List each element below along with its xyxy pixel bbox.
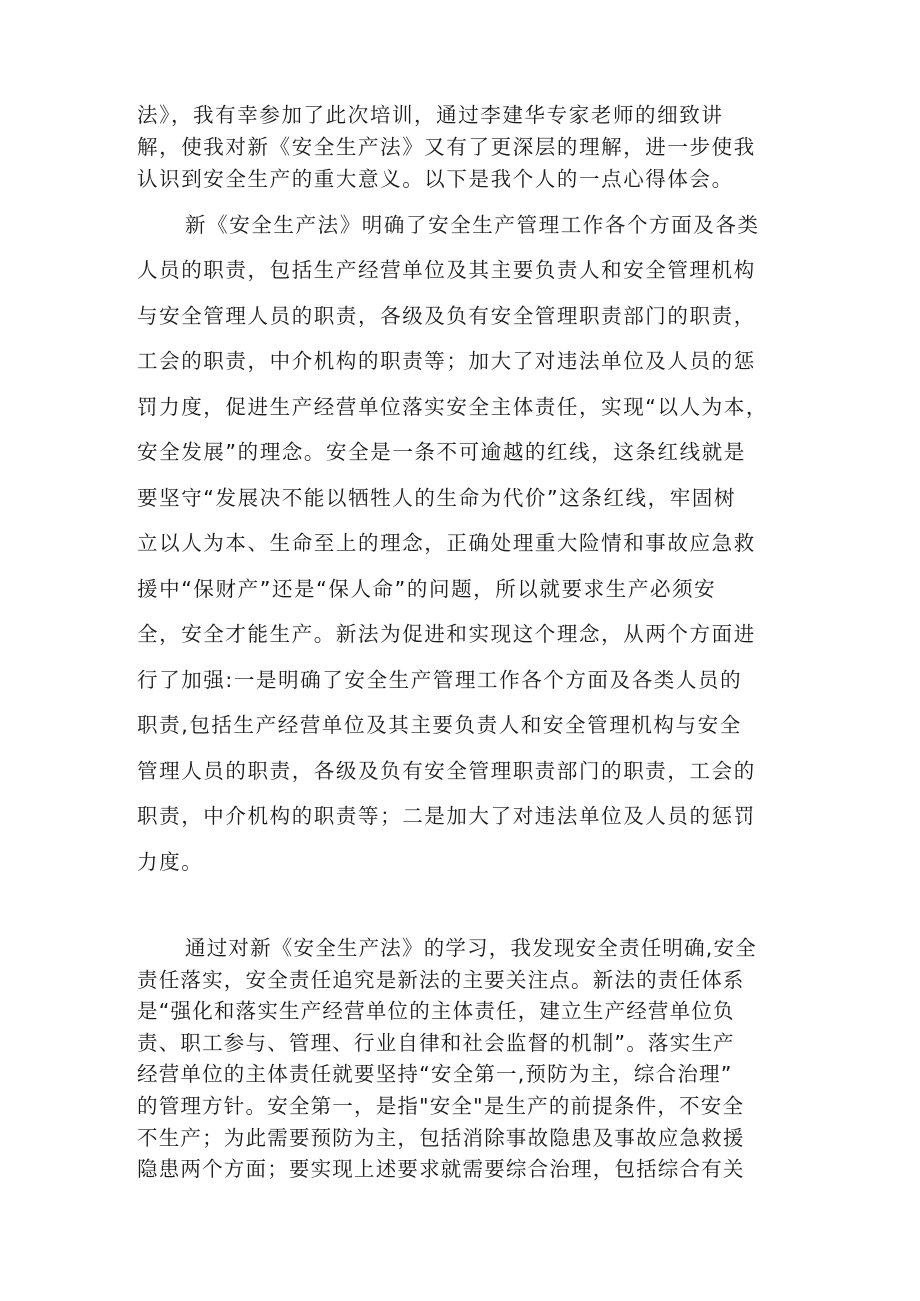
text-line: 职责，中介机构的职责等；二是加大了对违法单位及人员的惩罚 bbox=[137, 804, 756, 828]
text-line: 隐患两个方面；要实现上述要求就需要综合治理，包括综合有关 bbox=[137, 1157, 745, 1181]
text-line: 安全发展”的理念。安全是一条不可逾越的红线，这条红线就是 bbox=[137, 440, 746, 464]
text-line: 是“强化和落实生产经营单位的主体责任，建立生产经营单位负 bbox=[137, 999, 735, 1023]
text-line: 责任落实，安全责任追究是新法的主要关注点。新法的责任体系 bbox=[137, 968, 745, 992]
text-line: 行了加强:一是明确了安全生产管理工作各个方面及各类人员的 bbox=[137, 668, 743, 692]
text-line: 责、职工参与、管理、行业自律和社会监督的机制”。落实生产 bbox=[137, 1031, 735, 1055]
text-line: 立以人为本、生命至上的理念，正确处理重大险情和事故应急救 bbox=[137, 531, 756, 555]
paragraph-first-line: 通过对新《安全生产法》的学习，我发现安全责任明确,安全 bbox=[185, 936, 757, 960]
text-line: 力度。 bbox=[137, 850, 204, 874]
text-line: 职责,包括生产经营单位及其主要负责人和安全管理机构与安全 bbox=[137, 713, 742, 737]
text-line: 的管理方针。安全第一，是指"安全"是生产的前提条件，不安全 bbox=[137, 1094, 745, 1118]
text-line: 全，安全才能生产。新法为促进和实现这个理念，从两个方面进 bbox=[137, 622, 756, 646]
text-line: 解，使我对新《安全生产法》又有了更深层的理解，进一步使我 bbox=[137, 135, 756, 159]
text-line: 援中“保财产”还是“保人命”的问题，所以就要求生产必须安 bbox=[137, 577, 717, 601]
text-line: 罚力度，促进生产经营单位落实安全主体责任，实现“以人为本， bbox=[137, 395, 769, 419]
text-line: 认识到安全生产的重大意义。以下是我个人的一点心得体会。 bbox=[137, 167, 734, 191]
text-line: 与安全管理人员的职责，各级及负有安全管理职责部门的职责， bbox=[137, 304, 756, 328]
text-line: 要坚守“发展决不能以牺牲人的生命为代价”这条红线，牢固树 bbox=[137, 486, 737, 510]
paragraph-first-line: 新《安全生产法》明确了安全生产管理工作各个方面及各类 bbox=[185, 213, 760, 237]
text-line: 不生产；为此需要预防为主，包括消除事故隐患及事故应急救援 bbox=[137, 1126, 745, 1150]
text-line: 工会的职责，中介机构的职责等；加大了对违法单位及人员的惩 bbox=[137, 349, 756, 373]
text-line: 法》，我有幸参加了此次培训，通过李建华专家老师的细致讲 bbox=[137, 103, 724, 127]
text-line: 经营单位的主体责任就要坚持“安全第一,预防为主，综合治理” bbox=[137, 1062, 733, 1086]
text-line: 人员的职责，包括生产经营单位及其主要负责人和安全管理机构 bbox=[137, 258, 756, 282]
text-line: 管理人员的职责，各级及负有安全管理职责部门的职责，工会的 bbox=[137, 759, 756, 783]
